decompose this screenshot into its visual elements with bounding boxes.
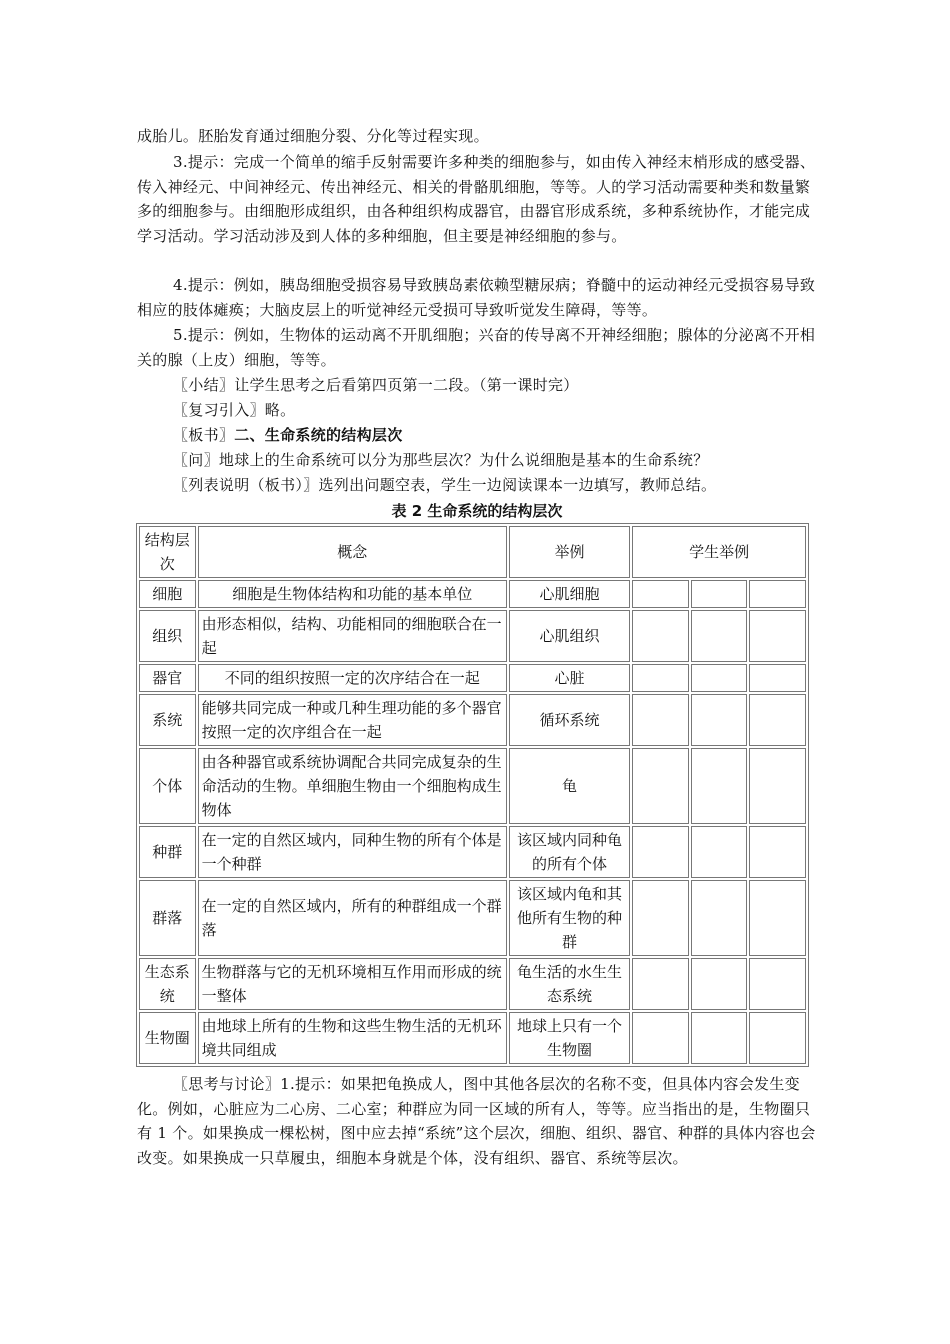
row-level: 个体 [139,748,196,824]
student-cell[interactable] [691,1012,748,1064]
row-concept: 能够共同完成一种或几种生理功能的多个器官按照一定的次序组合在一起 [198,694,507,746]
student-cell[interactable] [691,664,748,692]
student-cell[interactable] [632,664,689,692]
student-cell[interactable] [749,694,806,746]
structure-levels-table [136,523,809,1067]
header-concept: 概念 [198,526,507,578]
table-header-row [139,526,806,578]
table-row [139,1012,806,1064]
student-cell[interactable] [632,880,689,956]
board-label: 〖板书〗 [173,426,235,444]
table-row [139,826,806,878]
student-cell[interactable] [691,826,748,878]
paragraph-hint-5: 5.提示：例如，生物体的运动离不开肌细胞；兴奋的传导离不开神经细胞；腺体的分泌离不开相关的腺（上皮）细胞，等等。 [137,326,816,369]
student-cell[interactable] [632,610,689,662]
row-example: 心肌细胞 [509,580,630,608]
paragraph-hint-4: 4.提示：例如，胰岛细胞受损容易导致胰岛素依赖型糖尿病；脊髓中的运动神经元受损容易导致相应的肢体瘫痪；大脑皮层上的听觉神经元受损可导致听觉发生障碍，等等。 [137,276,816,319]
student-cell[interactable] [632,694,689,746]
paragraph-review: 〖复习引入〗略。 [173,401,296,419]
paragraph-discussion: 〖思考与讨论〗1.提示：如果把龟换成人，图中其他各层次的名称不变，但具体内容会发生变化。例如，心脏应为二心房、二心室；种群应为同一区域的所有人，等等。应当指出的是，生物圈只有 1 个。如果换成一棵松树，图中应去掉“系统”这个层次，细胞、组织、器官、种群的具体内容也会改变。如果换成一只草履虫，细胞本身就是个体，没有组织、器官、系统等层次。 [137,1075,816,1167]
table-row [139,580,806,608]
row-example: 地球上只有一个生物圈 [509,1012,630,1064]
row-example: 龟 [509,748,630,824]
table-row [139,664,806,692]
row-level: 生物圈 [139,1012,196,1064]
student-cell[interactable] [749,664,806,692]
table-row [139,958,806,1010]
row-level: 系统 [139,694,196,746]
row-level: 组织 [139,610,196,662]
table-caption: 表 2 生命系统的结构层次 [391,502,563,520]
row-concept: 生物群落与它的无机环境相互作用而形成的统一整体 [198,958,507,1010]
paragraph-board [137,423,817,448]
row-example: 心脏 [509,664,630,692]
student-cell[interactable] [749,826,806,878]
paragraph-list-note: 〖列表说明（板书）〗选列出问题空表，学生一边阅读课本一边填写，教师总结。 [173,476,717,494]
paragraph-hint-3: 3.提示：完成一个简单的缩手反射需要许多种类的细胞参与，如由传入神经末梢形成的感受器、传入神经元、中间神经元、传出神经元、相关的骨骼肌细胞，等等。人的学习活动需要种类和数量繁多的细胞参与。由细胞形成组织，由各种组织构成器官，由器官形成系统，多种系统协作，才能完成学习活动。学习活动涉及到人体的多种细胞，但主要是神经细胞的参与。 [137,153,816,245]
row-level: 群落 [139,880,196,956]
row-example: 该区域内龟和其他所有生物的种群 [509,880,630,956]
student-cell[interactable] [691,694,748,746]
row-concept: 不同的组织按照一定的次序结合在一起 [198,664,507,692]
student-cell[interactable] [632,958,689,1010]
student-cell[interactable] [632,826,689,878]
row-example: 龟生活的水生生态系统 [509,958,630,1010]
student-cell[interactable] [749,748,806,824]
paragraph-summary: 〖小结〗让学生思考之后看第四页第一二段。（第一课时完） [173,376,579,394]
row-concept: 在一定的自然区域内，同种生物的所有个体是一个种群 [198,826,507,878]
row-concept: 由各种器官或系统协调配合共同完成复杂的生命活动的生物。单细胞生物由一个细胞构成生物体 [198,748,507,824]
header-level: 结构层次 [139,526,196,578]
header-example: 举例 [509,526,630,578]
row-level: 器官 [139,664,196,692]
student-cell[interactable] [749,880,806,956]
student-cell[interactable] [749,958,806,1010]
header-student-example: 学生举例 [632,526,806,578]
student-cell[interactable] [691,610,748,662]
paragraph-question: 〖问〗地球上的生命系统可以分为那些层次？为什么说细胞是基本的生命系统？ [173,451,709,469]
table-row [139,748,806,824]
table-row [139,694,806,746]
row-concept: 由形态相似，结构、功能相同的细胞联合在一起 [198,610,507,662]
row-example: 循环系统 [509,694,630,746]
paragraph-embryo: 成胎儿。胚胎发育通过细胞分裂、分化等过程实现。 [137,127,489,145]
row-concept: 由地球上所有的生物和这些生物生活的无机环境共同组成 [198,1012,507,1064]
row-level: 细胞 [139,580,196,608]
student-cell[interactable] [632,580,689,608]
student-cell[interactable] [691,958,748,1010]
table-row [139,610,806,662]
row-example: 该区域内同种龟的所有个体 [509,826,630,878]
row-level: 种群 [139,826,196,878]
row-level: 生态系统 [139,958,196,1010]
student-cell[interactable] [749,580,806,608]
student-cell[interactable] [749,1012,806,1064]
student-cell[interactable] [749,610,806,662]
row-example: 心肌组织 [509,610,630,662]
student-cell[interactable] [691,748,748,824]
student-cell[interactable] [632,1012,689,1064]
row-concept: 在一定的自然区域内，所有的种群组成一个群落 [198,880,507,956]
table-row [139,880,806,956]
student-cell[interactable] [691,580,748,608]
student-cell[interactable] [632,748,689,824]
row-concept: 细胞是生物体结构和功能的基本单位 [198,580,507,608]
student-cell[interactable] [691,880,748,956]
board-title: 二、生命系统的结构层次 [234,426,403,444]
